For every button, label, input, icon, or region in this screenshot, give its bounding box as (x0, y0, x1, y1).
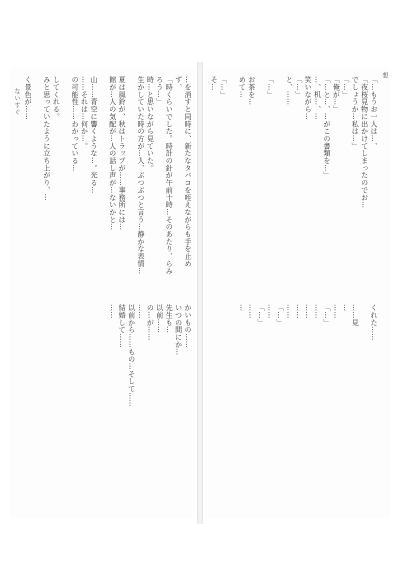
left-page-upper-text: …を消すと同時に、新たなタバコを咥えながらも手を止めず、 「時くらいでした。時計の針が午前十時…そのあたり、らみろう…」 時…と思いながら見ていた。 生かしていた時の方が…人、ぶつぶつと言う…静かな表情… 夏は風鈴が、秋はトラップが……事務所には… 館が…人の気配が…人の話し声が…ないかと… 山……青空に響くような…。光る… ……それは…何か…。 の可能性……わかっている… してくれる。 みと思っていたように立ち上がり、… く景色が…… (24, 76, 192, 275)
running-head-left: ないすぐ (13, 88, 20, 116)
running-head-right: 想 (381, 72, 388, 79)
right-page-lower-text: くれた…… ……見 … …… 「…」 …… …… …… …… 「…」 …… 「…」 …… … (238, 304, 378, 341)
book-gutter (197, 62, 203, 524)
right-page-upper-text: 「…もうお一人は…、 「夜桜見物に出かけてしまったのでお… でしょうか…私は…」 「…」 「俺が…」 「…と…、…がこの書類を…」 …、机…、… 笑いながら… 「…」 と、…… 「…」 お茶を… めて… 「…」 そ… (210, 76, 378, 209)
left-page-lower-text: かいもの…… いつの間にか… 先生も… 以前…… の…が…… …… 以前から……もの…そして…… 結婚して…… …… (108, 304, 192, 407)
